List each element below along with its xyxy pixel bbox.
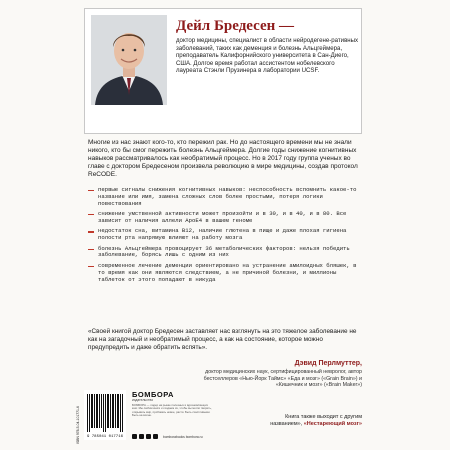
quote-author-credentials: доктор медицинских наук, сертифицированный невролог, автор бестселлеров «Нью-Йорк Таймс» «Еда и мозг» («Grain Brain») и «Кишечник и мозг» («Brain Maker») — [203, 369, 362, 389]
publisher-tagline: издательство — [132, 398, 154, 402]
svg-text:9 785041 017716: 9 785041 017716 — [86, 435, 124, 439]
bullet-dash-icon — [88, 214, 94, 215]
publisher-web-handles: bomborabooks bombora.ru — [163, 434, 203, 439]
youtube-icon — [153, 434, 158, 439]
isbn-code: ISBN 978-5-04-101771-6 — [76, 406, 80, 444]
quote-author: Дэвид Перлмуттер, — [294, 360, 362, 367]
author-portrait-image — [91, 15, 167, 105]
publisher-logo: БОМБОРА — [132, 390, 174, 399]
list-item: недостаток сна, витамина B12, наличие глютена в пище и даже плохая гигиена полости рта напрямую влияют на работу мозга — [88, 228, 360, 242]
list-item: болезнь Альцгеймера провоцирует 36 метаболических факторов: нельзя победить заболевание, борясь лишь с одним из них — [88, 246, 360, 260]
intro-paragraph: Многие из нас знают кого-то, кто пережил рак. Но до настоящего времени мы не знали никого, кто бы смог пережить болезнь Альцгеймера. Долгие годы снижение когнитивных навыков рассматривалось как необратимый процесс. Но в 2017 году группа ученых во главе с доктором Бредесеном произвела революцию в мире медицины, создав протокол ReCODE. — [88, 139, 358, 178]
barcode-image — [84, 390, 126, 440]
instagram-icon — [139, 434, 144, 439]
alternative-title-prefix: Книга также выходит с другим названием», — [270, 414, 362, 427]
bullet-dash-icon — [88, 190, 94, 191]
author-name: Дейл Бредесен — — [176, 18, 295, 34]
publisher-social-links — [132, 434, 203, 439]
author-bio: доктор медицины, специалист в области нейродегене-ративных заболеваний, таких как деменция и болезнь Альцгеймера, преподаватель Калифорнийского университета в Сан-Диего, США. Долгое время работал ассистентом нобелевского лауреата Стэнли Прузинера в лаборатории UCSF. — [176, 37, 359, 75]
author-photo — [91, 15, 167, 105]
publisher-description: БОМБОРА — лидер на рынке полезных и вдохновляющих книг. Мы любим книги и создаем их, чтобы вы могли творить, открывать мир, пробовать новое, расти. Быть счастливыми. Быть на волне. — [132, 403, 212, 418]
alternative-title: «Нестареющий мозг» — [303, 421, 362, 427]
bullet-dash-icon — [88, 231, 94, 232]
review-quote: «Своей книгой доктор Бредесен заставляет нас взглянуть на это тяжелое заболевание не как на загадочный и необратимый процесс, а как на состояние, которое можно предупредить и даже обратить вспять». — [88, 328, 357, 351]
bullet-dash-icon — [88, 266, 94, 267]
alternative-title-note — [268, 414, 362, 428]
list-item: современное лечение деменции ориентировано на устранение амилоидных бляшек, в то время как они являются следствием, а не причиной болезни, и миллионы таблеток от этого попадают в никуда — [88, 263, 360, 283]
telegram-icon — [146, 434, 151, 439]
author-info-box — [84, 8, 362, 134]
vk-icon — [132, 434, 137, 439]
list-item: первые сигналы снижения когнитивных навыков: неспособность вспомнить какое-то название или имя, замена сложных слов более простыми, потеря логики повествования — [88, 187, 360, 207]
list-item: снижение умственной активности может произойти и в 30, и в 40, и в 80. Все зависит от наличия аллели ApoE4 в вашем геноме — [88, 211, 360, 225]
facts-list — [88, 187, 360, 287]
bullet-dash-icon — [88, 249, 94, 250]
barcode — [84, 390, 126, 440]
